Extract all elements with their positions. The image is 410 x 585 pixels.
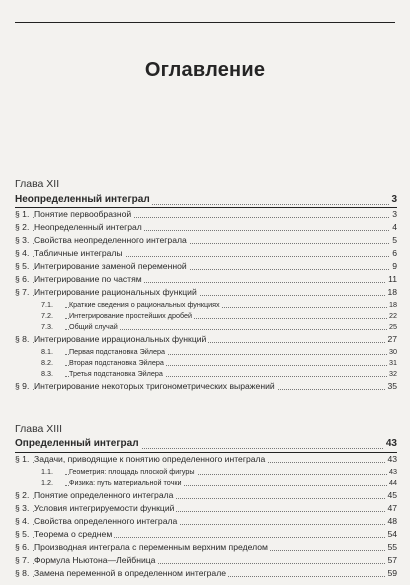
toc-entry[interactable] <box>15 261 397 273</box>
entry-page: 54 <box>387 529 397 539</box>
entry-title: Понятие определенного интеграла <box>34 490 174 500</box>
toc-entry[interactable] <box>15 454 397 466</box>
entry-number: 8.1. <box>41 347 53 356</box>
part-page: 3 <box>391 194 397 205</box>
page-title: Оглавление <box>144 59 266 81</box>
entry-title: Вторая подстановка Эйлера <box>69 358 164 367</box>
toc-entry[interactable] <box>15 555 397 567</box>
entry-title: Физика: путь материальной точки <box>69 478 182 487</box>
entry-number: § 2. <box>15 490 30 500</box>
entry-number: § 1. <box>15 454 30 464</box>
entry-number: 8.3. <box>41 369 53 378</box>
toc-subentry[interactable] <box>15 369 397 379</box>
toc-entry[interactable] <box>15 222 397 234</box>
toc-entry[interactable] <box>15 235 397 247</box>
entry-number: § 1. <box>15 209 30 219</box>
entry-page: 6 <box>392 248 397 258</box>
entry-title: Общий случай <box>69 322 118 331</box>
entry-number: 7.3. <box>41 322 53 331</box>
entry-number: § 3. <box>15 235 30 245</box>
entry-page: 22 <box>389 311 397 320</box>
entry-page: 44 <box>389 478 397 487</box>
entry-title: Замена переменной в определенном интеграле <box>34 568 226 578</box>
entry-page: 11 <box>388 274 397 284</box>
entry-page: 9 <box>392 261 397 271</box>
part-title: Неопределенный интеграл <box>15 194 150 205</box>
toc-entry[interactable] <box>15 287 397 299</box>
entry-title: Табличные интегралы <box>34 248 123 258</box>
toc-entry[interactable] <box>15 516 397 528</box>
entry-title: Интегрирование рациональных функций <box>34 287 197 297</box>
part-heading[interactable] <box>15 194 397 208</box>
entry-number: § 7. <box>15 287 30 297</box>
entry-number: § 6. <box>15 542 30 552</box>
entry-page: 57 <box>387 555 397 565</box>
entry-page: 47 <box>387 503 397 513</box>
entry-title: Понятие первообразной <box>34 209 132 219</box>
toc-entry[interactable] <box>15 334 397 346</box>
entry-title: Краткие сведения о рациональных функциях <box>69 300 220 309</box>
toc-entry[interactable] <box>15 209 397 221</box>
chapter-rule <box>15 207 397 208</box>
entry-page: 25 <box>389 322 397 331</box>
entry-title: Геометрия: площадь плоской фигуры <box>69 467 195 476</box>
chapter-rule <box>15 452 397 453</box>
entry-number: § 3. <box>15 503 30 513</box>
entry-number: § 8. <box>15 568 30 578</box>
entry-page: 4 <box>392 222 397 232</box>
toc-entry[interactable] <box>15 529 397 541</box>
toc-subentry[interactable] <box>15 300 397 310</box>
entry-page: 43 <box>389 467 397 476</box>
entry-title: Интегрирование некоторых тригонометрических выражений <box>34 381 275 391</box>
toc-subentry[interactable] <box>15 347 397 357</box>
entry-title: Условия интегрируемости функций <box>34 503 175 513</box>
entry-number: 1.1. <box>41 467 53 476</box>
entry-title: Интегрирование иррациональных функций <box>34 334 207 344</box>
entry-title: Интегрирование простейших дробей <box>69 311 192 320</box>
entry-title: Формула Ньютона—Лейбница <box>34 555 156 565</box>
entry-page: 45 <box>387 490 397 500</box>
entry-page: 48 <box>387 516 397 526</box>
part-heading[interactable] <box>15 438 397 452</box>
entry-page: 27 <box>387 334 397 344</box>
toc-subentry[interactable] <box>15 311 397 321</box>
entry-number: § 4. <box>15 248 30 258</box>
entry-page: 55 <box>387 542 397 552</box>
entry-number: § 5. <box>15 529 30 539</box>
chapter-label: Глава XII <box>15 178 60 190</box>
toc-entry[interactable] <box>15 568 397 580</box>
toc-subentry[interactable] <box>15 478 397 488</box>
toc-entry[interactable] <box>15 542 397 554</box>
entry-page: 5 <box>392 235 397 245</box>
entry-page: 31 <box>389 358 397 367</box>
entry-page: 59 <box>387 568 397 578</box>
entry-title: Теорема о среднем <box>34 529 113 539</box>
toc-subentry[interactable] <box>15 322 397 332</box>
entry-page: 18 <box>387 287 397 297</box>
entry-number: § 5. <box>15 261 30 271</box>
entry-page: 35 <box>387 381 397 391</box>
entry-page: 32 <box>389 369 397 378</box>
toc-entry[interactable] <box>15 274 397 286</box>
entry-page: 30 <box>389 347 397 356</box>
entry-title: Третья подстановка Эйлера <box>69 369 163 378</box>
entry-number: § 2. <box>15 222 30 232</box>
toc-entry[interactable] <box>15 248 397 260</box>
entry-title: Свойства неопределенного интеграла <box>34 235 187 245</box>
toc-entry[interactable] <box>15 503 397 515</box>
part-page: 43 <box>385 438 397 449</box>
entry-number: § 4. <box>15 516 30 526</box>
entry-number: 7.2. <box>41 311 53 320</box>
toc-entry[interactable] <box>15 490 397 502</box>
entry-title: Задачи, приводящие к понятию определенного интеграла <box>34 454 266 464</box>
entry-title: Производная интеграла с переменным верхним пределом <box>34 542 268 552</box>
entry-number: 8.2. <box>41 358 53 367</box>
top-rule <box>15 22 395 23</box>
entry-page: 18 <box>389 300 397 309</box>
entry-title: Интегрирование по частям <box>34 274 142 284</box>
entry-number: 1.2. <box>41 478 53 487</box>
toc-subentry[interactable] <box>15 467 397 477</box>
entry-number: § 9. <box>15 381 30 391</box>
entry-page: 3 <box>392 209 397 219</box>
entry-number: 7.1. <box>41 300 53 309</box>
entry-title: Свойства определенного интеграла <box>34 516 178 526</box>
entry-number: § 8. <box>15 334 30 344</box>
entry-number: § 6. <box>15 274 30 284</box>
entry-title: Первая подстановка Эйлера <box>69 347 165 356</box>
entry-number: § 7. <box>15 555 30 565</box>
part-title: Определенный интеграл <box>15 438 139 449</box>
chapter-label: Глава XIII <box>15 423 63 435</box>
toc-subentry[interactable] <box>15 358 397 368</box>
entry-title: Интегрирование заменой переменной <box>34 261 187 271</box>
entry-title: Неопределенный интеграл <box>34 222 142 232</box>
entry-page: 43 <box>387 454 397 464</box>
toc-entry[interactable] <box>15 381 397 393</box>
